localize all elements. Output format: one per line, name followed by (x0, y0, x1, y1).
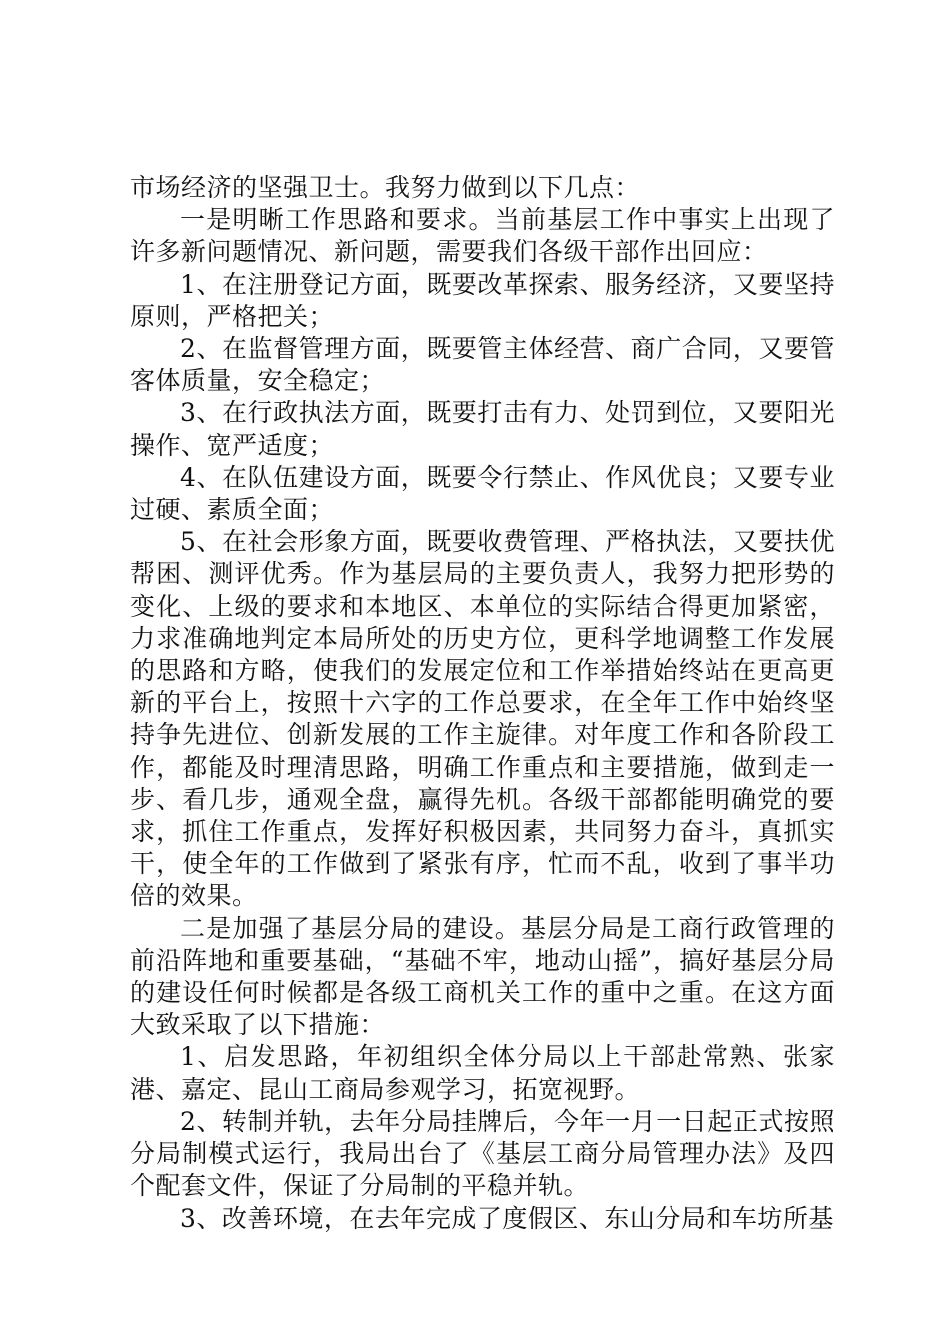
paragraph: 一是明晰工作思路和要求。当前基层工作中事实上出现了许多新问题情况、新问题，需要我们各级干部作出回应： (130, 205, 835, 267)
paragraph: 4、在队伍建设方面，既要令行禁止、作风优良；又要专业过硬、素质全面； (130, 462, 835, 525)
paragraph: 1、启发思路，年初组织全体分局以上干部赴常熟、张家港、嘉定、昆山工商局参观学习，拓宽视野。 (130, 1042, 835, 1104)
paragraph: 5、在社会形象方面，既要收费管理、严格执法，又要扶优帮困、测评优秀。作为基层局的主要负责人，我努力把形势的变化、上级的要求和本地区、本单位的实际结合得更加紧密，力求准确地判定本局所处的历史方位，更科学地调整工作发展的思路和方略，使我们的发展定位和工作举措始终站在更高更新的平台上，按照十六字的工作总要求，在全年工作中始终坚持争先进位、创新发展的工作主旋律。对年度工作和各阶段工作，都能及时理清思路，明确工作重点和主要措施，做到走一步、看几步，通观全盘，赢得先机。各级干部都能明确党的要求，抓住工作重点，发挥好积极因素，共同努力奋斗，真抓实干，使全年的工作做到了紧张有序，忙而不乱，收到了事半功倍的效果。 (130, 527, 835, 911)
paragraph: 1、在注册登记方面，既要改革探索、服务经济，又要坚持原则，严格把关； (130, 269, 835, 331)
paragraph: 3、改善环境，在去年完成了度假区、东山分局和车坊所基 (180, 1203, 834, 1233)
paragraph: 2、转制并轨，去年分局挂牌后，今年一月一日起正式按照分局制模式运行，我局出台了《基层工商分局管理办法》及四个配套文件，保证了分局制的平稳并轨。 (130, 1106, 835, 1201)
paragraph: 2、在监督管理方面，既要管主体经营、商广合同，又要管客体质量，安全稳定； (130, 334, 835, 396)
document-body (130, 172, 835, 1235)
paragraph: 市场经济的坚强卫士。我努力做到以下几点： (130, 173, 641, 202)
paragraph: 二是加强了基层分局的建设。基层分局是工商行政管理的前沿阵地和重要基础，“基础不牢，地动山摇”，搞好基层分局的建设任何时候都是各级工商机关工作的重中之重。在这方面大致采取了以下措施： (130, 913, 835, 1040)
paragraph: 3、在行政执法方面，既要打击有力、处罚到位，又要阳光操作、宽严适度； (130, 398, 835, 460)
